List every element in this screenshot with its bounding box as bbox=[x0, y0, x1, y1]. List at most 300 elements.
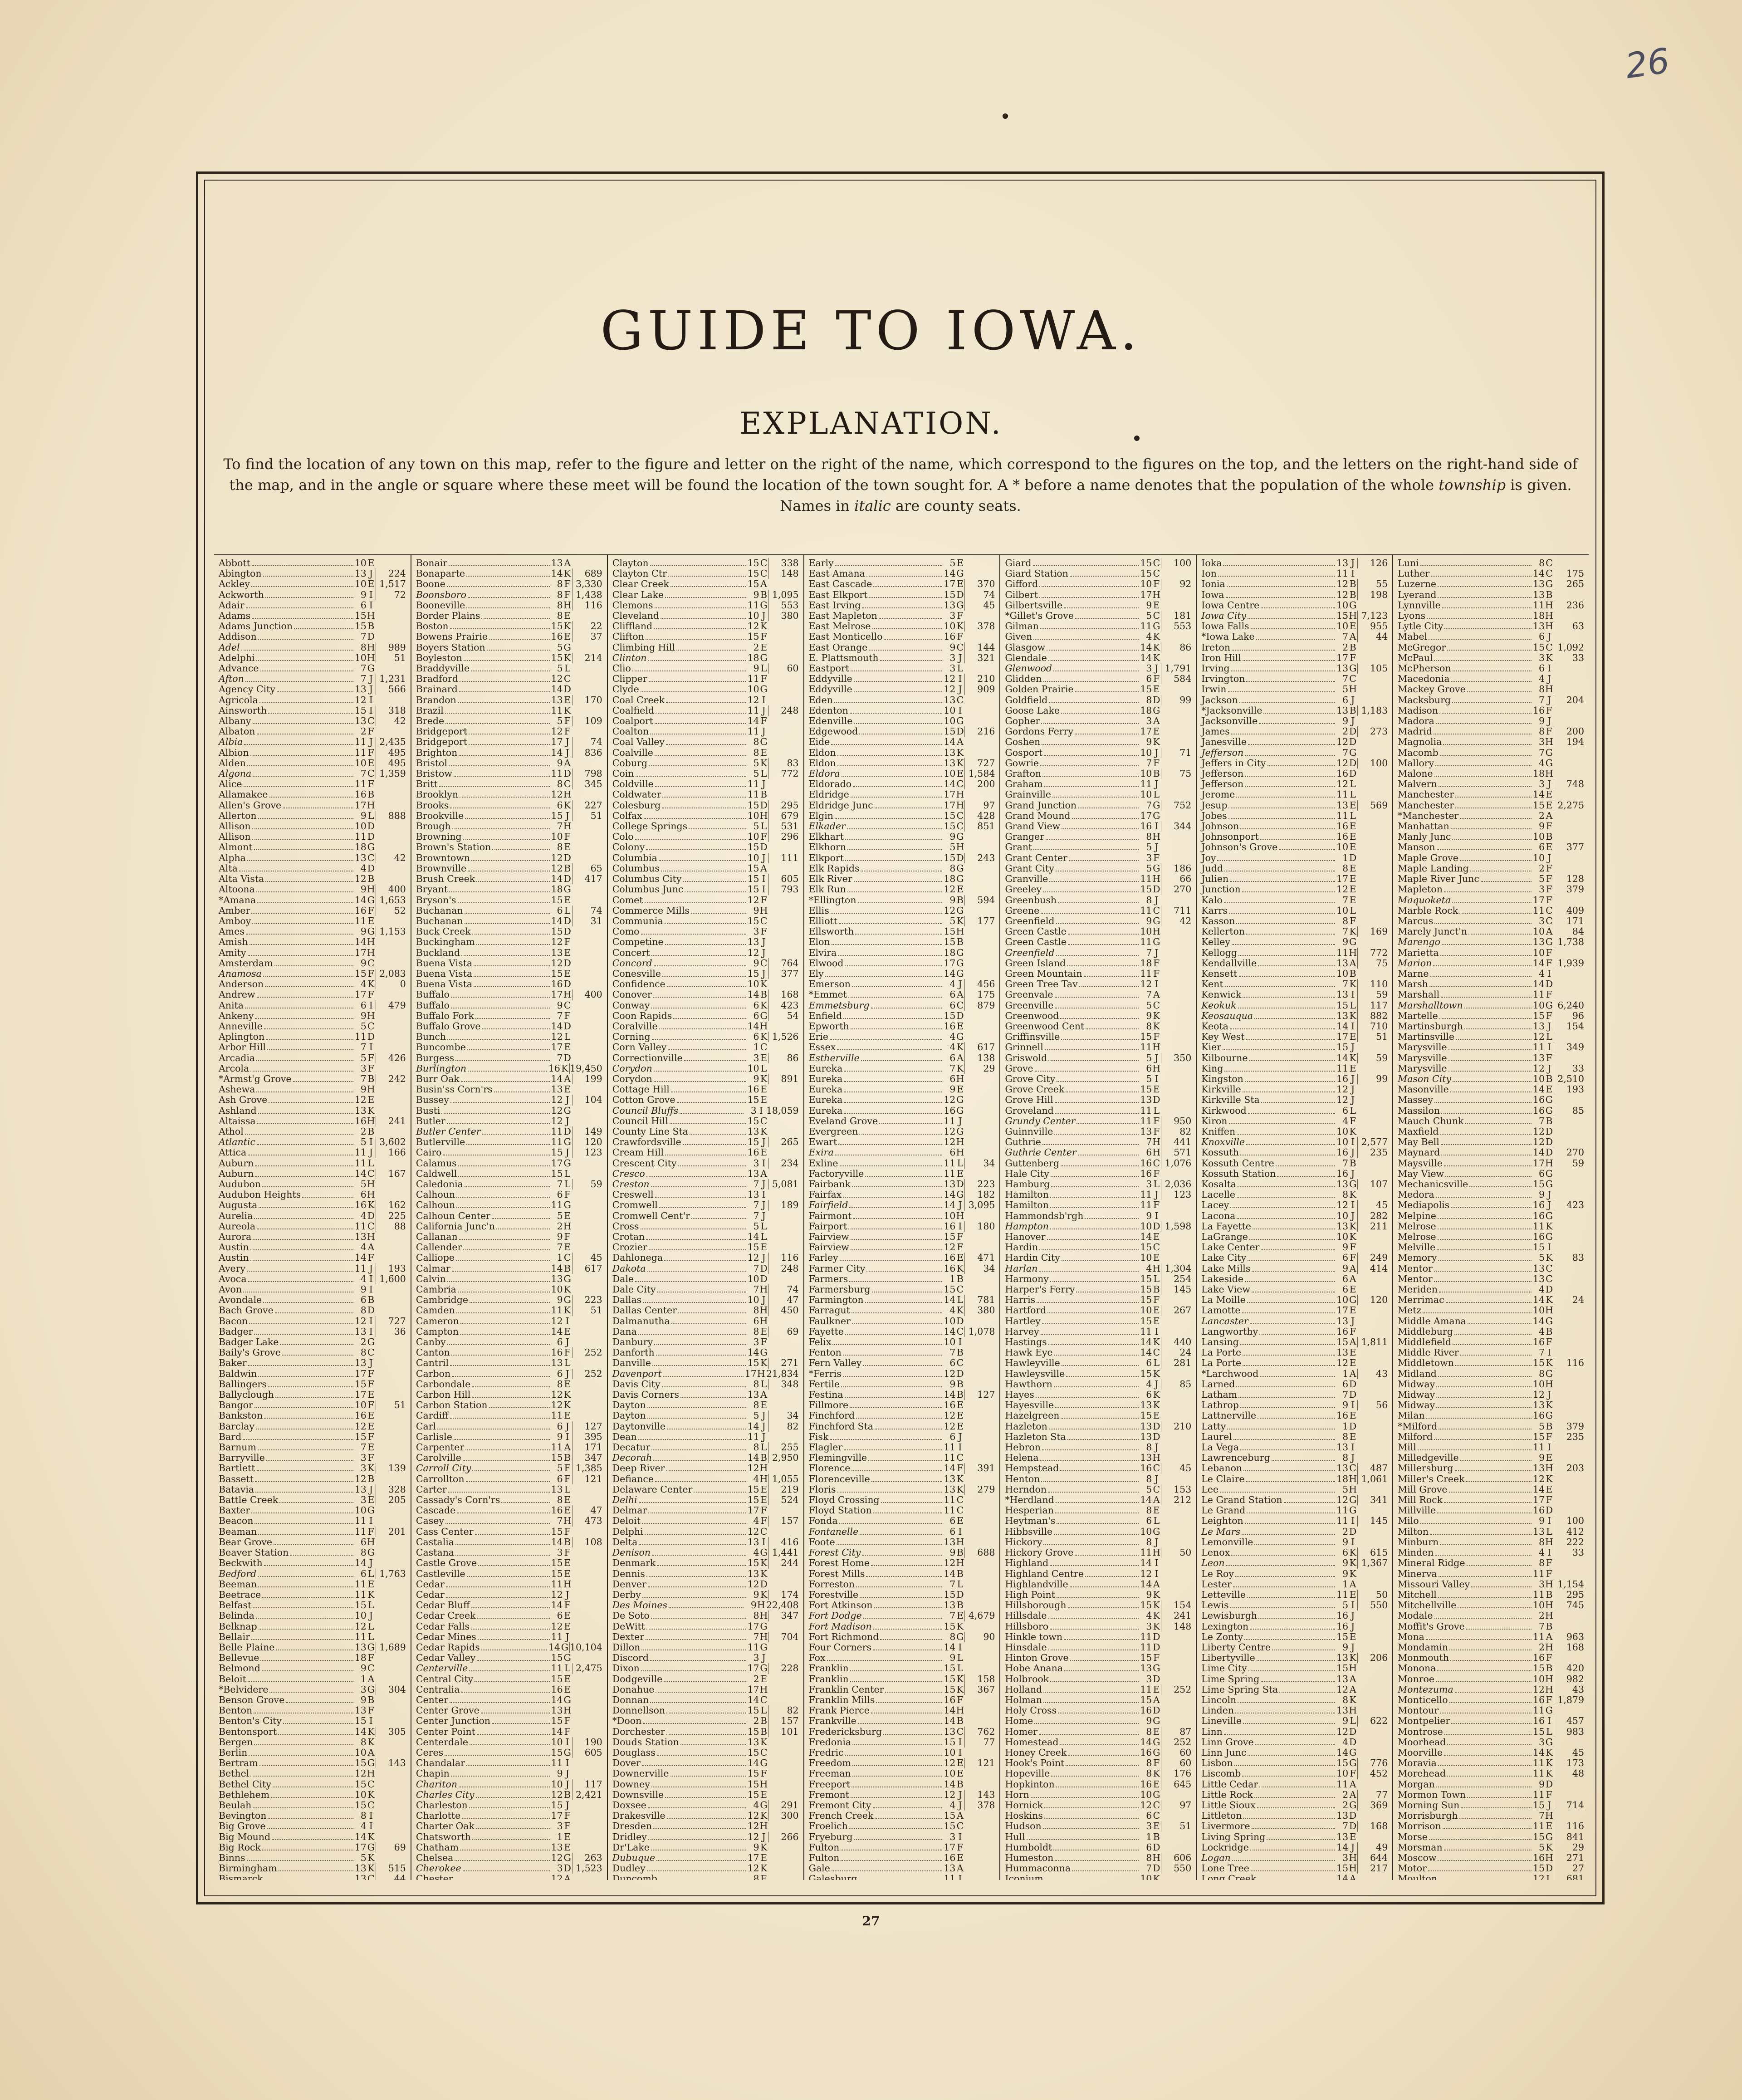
leader-dots bbox=[460, 797, 549, 798]
town-name: La Fayette bbox=[1201, 1220, 1252, 1232]
town-name: Fillmore bbox=[808, 1400, 849, 1411]
leader-dots bbox=[651, 1618, 746, 1619]
town-entry bbox=[1005, 1358, 1192, 1368]
grid-number: 5 bbox=[557, 1210, 563, 1221]
grid-letter: F bbox=[564, 715, 571, 727]
town-entry bbox=[1005, 1842, 1192, 1853]
grid-letter: A bbox=[1349, 1778, 1356, 1790]
grid-letter: H bbox=[367, 610, 375, 622]
town-entry bbox=[809, 1547, 996, 1558]
grid-letter: H bbox=[956, 926, 964, 937]
grid-number: 14 bbox=[944, 736, 956, 748]
town-name: Clemons bbox=[612, 599, 653, 611]
town-entry bbox=[612, 1232, 800, 1242]
population: 171 bbox=[572, 1442, 603, 1453]
grid-letter: I bbox=[958, 1526, 962, 1537]
population: 781 bbox=[964, 1295, 996, 1305]
grid-letter: H bbox=[759, 905, 768, 916]
grid-letter: E bbox=[1153, 599, 1160, 611]
grid-letter: K bbox=[956, 1062, 964, 1074]
grid-letter: G bbox=[760, 1010, 768, 1021]
grid-letter: I bbox=[1351, 1536, 1355, 1547]
leader-dots bbox=[655, 786, 746, 787]
population: 350 bbox=[1161, 1053, 1192, 1063]
town-entry bbox=[612, 1179, 800, 1190]
town-name: Bard bbox=[219, 1431, 242, 1442]
town-name: Burr Oak bbox=[416, 1073, 460, 1084]
grid-letter: J bbox=[565, 1336, 569, 1348]
grid-number: 4 bbox=[360, 1273, 367, 1284]
town-name: Conover bbox=[612, 989, 652, 1000]
grid-letter: E bbox=[956, 1168, 964, 1179]
leader-dots bbox=[258, 1376, 353, 1377]
town-name: Ballingers bbox=[219, 1378, 267, 1390]
town-name: Le Mars bbox=[1201, 1526, 1241, 1537]
grid-letter: F bbox=[1153, 1757, 1160, 1769]
town-entry bbox=[1201, 937, 1389, 947]
grid-letter: B bbox=[760, 789, 768, 800]
town-entry bbox=[219, 1632, 407, 1642]
town-entry bbox=[809, 1590, 996, 1600]
town-entry bbox=[219, 642, 407, 653]
grid-letter: D bbox=[563, 768, 571, 779]
town-name: Abbott bbox=[219, 558, 250, 568]
grid-number: 12 bbox=[1336, 578, 1349, 590]
leader-dots bbox=[492, 849, 549, 850]
town-name: Brownville bbox=[416, 862, 467, 874]
explanation-heading: EXPLANATION. bbox=[739, 406, 1003, 441]
grid-letter: H bbox=[367, 947, 375, 958]
town-name: *Doon bbox=[612, 1715, 642, 1727]
grid-number: 16 bbox=[1140, 821, 1152, 832]
town-entry bbox=[416, 906, 603, 916]
town-name: Defiance bbox=[612, 1473, 654, 1484]
leader-dots bbox=[255, 1481, 353, 1482]
grid-letter: H bbox=[367, 1084, 375, 1095]
grid-number: 15 bbox=[551, 652, 563, 663]
town-entry bbox=[416, 1000, 603, 1011]
leader-dots bbox=[465, 1449, 549, 1450]
grid-number: 12 bbox=[1336, 736, 1349, 748]
grid-letter: C bbox=[1153, 610, 1160, 622]
grid-number: 15 bbox=[944, 852, 956, 863]
population: 566 bbox=[376, 684, 407, 695]
grid-letter: E bbox=[1349, 862, 1356, 874]
grid-letter: L bbox=[760, 1231, 767, 1242]
town-entry bbox=[219, 579, 407, 589]
town-name: Dean bbox=[612, 1431, 637, 1442]
town-name: Kossuth Centre bbox=[1201, 1157, 1274, 1169]
grid-number: 13 bbox=[354, 1231, 367, 1242]
grid-letter: H bbox=[367, 1115, 375, 1126]
town-entry bbox=[1201, 1600, 1389, 1610]
grid-number: 11 bbox=[551, 705, 563, 716]
town-entry bbox=[1201, 1305, 1389, 1316]
leader-dots bbox=[1220, 1492, 1335, 1493]
town-name: Callender bbox=[416, 1242, 462, 1253]
grid-letter: F bbox=[1153, 1031, 1160, 1043]
leader-dots bbox=[851, 797, 942, 798]
grid-number: 9 bbox=[360, 957, 367, 969]
town-name: Coalton bbox=[612, 726, 649, 737]
grid-letter: C bbox=[367, 1873, 375, 1880]
grid-number: 16 bbox=[548, 1062, 560, 1074]
town-name: Freedom bbox=[808, 1757, 851, 1769]
grid-letter: C bbox=[367, 957, 375, 969]
leader-dots bbox=[458, 1176, 549, 1177]
grid-number: 3 bbox=[753, 1652, 759, 1664]
town-entry bbox=[416, 674, 603, 684]
town-entry bbox=[1201, 884, 1389, 895]
leader-dots bbox=[1056, 923, 1139, 924]
town-entry bbox=[612, 1653, 800, 1663]
grid-number: 13 bbox=[747, 1389, 759, 1400]
leader-dots bbox=[1060, 1018, 1139, 1019]
town-name: Big Mound bbox=[219, 1831, 271, 1842]
town-entry bbox=[416, 853, 603, 863]
grid-number: 16 bbox=[1336, 1326, 1349, 1337]
grid-number: 8 bbox=[557, 599, 563, 611]
grid-letter: K bbox=[367, 1105, 375, 1116]
leader-dots bbox=[268, 713, 353, 714]
town-name: Anderson bbox=[219, 979, 264, 990]
town-entry bbox=[612, 579, 800, 589]
town-name: Freeman bbox=[808, 1768, 851, 1779]
town-name: Hamilton bbox=[1005, 1189, 1049, 1200]
town-entry bbox=[612, 1811, 800, 1821]
grid-letter: G bbox=[367, 663, 375, 674]
grid-number: 13 bbox=[1140, 1663, 1152, 1674]
grid-number: 15 bbox=[1140, 1600, 1152, 1611]
grid-letter: C bbox=[367, 1168, 375, 1179]
grid-letter: C bbox=[956, 1326, 964, 1337]
town-entry bbox=[612, 568, 800, 579]
town-name: Center bbox=[416, 1694, 449, 1705]
grid-letter: I bbox=[369, 1315, 373, 1327]
population: 495 bbox=[376, 748, 407, 758]
population: 689 bbox=[572, 568, 603, 579]
grid-number: 12 bbox=[747, 1821, 759, 1832]
grid-letter: F bbox=[564, 1231, 571, 1242]
leader-dots bbox=[851, 1797, 942, 1798]
grid-number: 3 bbox=[753, 1336, 759, 1348]
grid-letter: I bbox=[762, 694, 766, 705]
leader-dots bbox=[639, 1502, 746, 1503]
town-entry bbox=[1005, 1579, 1192, 1590]
town-entry bbox=[612, 1642, 800, 1653]
town-entry bbox=[612, 1663, 800, 1674]
town-entry bbox=[219, 1137, 407, 1147]
grid-number: 4 bbox=[753, 1473, 759, 1484]
leader-dots bbox=[875, 1818, 942, 1819]
town-name: Allison bbox=[219, 831, 251, 842]
leader-dots bbox=[854, 681, 943, 682]
town-entry bbox=[809, 695, 996, 705]
town-name: Chariton bbox=[416, 1778, 458, 1790]
leader-dots bbox=[691, 913, 746, 914]
town-name: Brookville bbox=[416, 810, 464, 821]
town-name: Climbing Hill bbox=[612, 641, 675, 653]
grid-letter: C bbox=[956, 999, 964, 1011]
grid-number: 14 bbox=[1336, 1020, 1349, 1032]
leader-dots bbox=[1068, 1755, 1139, 1756]
leader-dots bbox=[1230, 1607, 1335, 1608]
grid-letter: G bbox=[956, 831, 964, 842]
grid-letter: E bbox=[564, 1378, 571, 1390]
grid-number: 15 bbox=[1336, 1663, 1349, 1674]
grid-letter: K bbox=[760, 1557, 768, 1569]
grid-letter: I bbox=[369, 1715, 373, 1727]
grid-letter: L bbox=[564, 1663, 571, 1674]
leader-dots bbox=[293, 1081, 353, 1082]
town-entry bbox=[1005, 1379, 1192, 1390]
grid-letter: H bbox=[759, 1631, 768, 1642]
grid-letter: B bbox=[1349, 968, 1356, 979]
grid-number: 5 bbox=[1146, 1483, 1152, 1495]
leader-dots bbox=[1232, 650, 1335, 651]
grid-number: 8 bbox=[557, 589, 563, 600]
population: 710 bbox=[1357, 1021, 1389, 1032]
town-entry bbox=[612, 779, 800, 789]
grid-letter: H bbox=[367, 1189, 375, 1200]
town-name: College Springs bbox=[612, 821, 688, 832]
town-name: Given bbox=[1005, 631, 1032, 642]
leader-dots bbox=[1243, 1365, 1335, 1366]
town-entry bbox=[416, 1284, 603, 1295]
pinhole-mark bbox=[1003, 113, 1008, 119]
town-entry bbox=[416, 1853, 603, 1863]
population: 1,811 bbox=[1357, 1337, 1389, 1347]
town-name: Bellevue bbox=[219, 1652, 259, 1664]
grid-letter: D bbox=[1349, 768, 1357, 779]
town-name: Early bbox=[808, 558, 834, 568]
town-name: *Armst'g Grove bbox=[219, 1073, 292, 1084]
grid-number: 16 bbox=[354, 789, 367, 800]
town-entry bbox=[416, 1737, 603, 1748]
grid-number: 6 bbox=[360, 1189, 367, 1200]
town-entry bbox=[612, 1748, 800, 1758]
leader-dots bbox=[858, 902, 943, 903]
grid-number: 8 bbox=[1146, 1726, 1152, 1737]
grid-letter: J bbox=[1351, 1210, 1355, 1221]
town-name: Elkhorn bbox=[808, 842, 847, 853]
grid-number: 10 bbox=[354, 652, 367, 663]
town-entry bbox=[612, 1853, 800, 1863]
town-entry bbox=[612, 1495, 800, 1505]
town-entry bbox=[612, 705, 800, 716]
grid-letter: E bbox=[564, 1326, 571, 1337]
town-name: James bbox=[1201, 726, 1230, 737]
town-name: Lacelle bbox=[1201, 1189, 1235, 1200]
leader-dots bbox=[636, 776, 746, 777]
leader-dots bbox=[885, 1692, 942, 1693]
town-entry bbox=[1005, 758, 1192, 769]
leader-dots bbox=[1040, 628, 1139, 629]
leader-dots bbox=[1246, 1039, 1335, 1040]
grid-number: 15 bbox=[1140, 1084, 1152, 1095]
town-name: Clinton bbox=[612, 652, 647, 663]
town-entry bbox=[1005, 1106, 1192, 1116]
town-name: Alta bbox=[219, 862, 238, 874]
town-entry bbox=[219, 1021, 407, 1032]
grid-letter: D bbox=[1349, 1389, 1357, 1400]
grid-letter: D bbox=[563, 1052, 571, 1063]
town-entry bbox=[416, 1537, 603, 1547]
leader-dots bbox=[465, 923, 550, 924]
population: 50 bbox=[1161, 1547, 1192, 1558]
town-entry bbox=[416, 1621, 603, 1632]
leader-dots bbox=[673, 1018, 746, 1019]
grid-letter: G bbox=[1349, 1178, 1357, 1190]
town-name: Buck Creek bbox=[416, 926, 471, 937]
leader-dots bbox=[1041, 1334, 1139, 1335]
grid-letter: E bbox=[956, 578, 964, 590]
grid-letter: K bbox=[1349, 1557, 1356, 1569]
grid-number: 15 bbox=[747, 1557, 759, 1569]
leader-dots bbox=[863, 1618, 943, 1619]
grid-number: 4 bbox=[1146, 1378, 1152, 1390]
town-name: Browning bbox=[416, 831, 462, 842]
population: 117 bbox=[572, 1779, 603, 1790]
leader-dots bbox=[482, 1134, 550, 1135]
town-name: High Point bbox=[1005, 1589, 1055, 1600]
town-entry bbox=[1201, 1821, 1389, 1831]
town-name: Ireton bbox=[1201, 641, 1231, 653]
grid-letter: C bbox=[760, 1526, 768, 1537]
town-entry bbox=[1005, 1695, 1192, 1705]
town-name: Lester bbox=[1201, 1578, 1232, 1590]
town-entry bbox=[416, 1369, 603, 1379]
leader-dots bbox=[1061, 713, 1139, 714]
grid-number: 12 bbox=[944, 1094, 956, 1106]
population: 74 bbox=[572, 737, 603, 747]
grid-letter: E bbox=[564, 610, 571, 622]
town-entry bbox=[612, 1284, 800, 1295]
town-name: Long Creek bbox=[1201, 1873, 1257, 1880]
grid-letter: G bbox=[367, 894, 375, 906]
town-name: *Amana bbox=[219, 894, 256, 906]
town-name: Eureka bbox=[808, 1084, 843, 1095]
grid-letter: F bbox=[367, 1368, 374, 1379]
grid-letter: H bbox=[1152, 831, 1161, 842]
town-entry bbox=[1005, 631, 1192, 642]
town-entry bbox=[1005, 1642, 1192, 1653]
town-name: Bonair bbox=[416, 558, 448, 568]
leader-dots bbox=[859, 1134, 942, 1135]
grid-letter: J bbox=[565, 1589, 569, 1600]
grid-number: 11 bbox=[747, 778, 759, 790]
leader-dots bbox=[252, 565, 353, 566]
grid-number: 4 bbox=[753, 1547, 759, 1558]
town-name: Harris bbox=[1005, 1294, 1036, 1306]
grid-letter: H bbox=[367, 1768, 375, 1779]
leader-dots bbox=[249, 1323, 353, 1324]
town-name: Beetrace bbox=[219, 1589, 261, 1600]
grid-letter: E bbox=[564, 842, 571, 853]
population: 45 bbox=[1161, 1463, 1192, 1473]
town-name: Agricola bbox=[219, 694, 258, 705]
grid-letter: J bbox=[762, 726, 766, 737]
town-name: Bergen bbox=[219, 1736, 253, 1748]
grid-letter: E bbox=[1349, 1631, 1356, 1642]
town-name: Ash Grove bbox=[219, 1094, 268, 1106]
grid-number: 7 bbox=[1342, 1157, 1349, 1169]
grid-number: 5 bbox=[949, 915, 956, 926]
town-name: Calhoun bbox=[416, 1189, 455, 1200]
town-entry bbox=[612, 1463, 800, 1473]
grid-letter: G bbox=[1153, 1715, 1160, 1727]
town-entry bbox=[1201, 969, 1389, 979]
town-name: Decorah bbox=[612, 1452, 652, 1464]
grid-number: 15 bbox=[354, 1778, 367, 1790]
town-name: Factoryville bbox=[808, 1168, 864, 1179]
grid-number: 6 bbox=[949, 999, 956, 1011]
town-entry bbox=[809, 1053, 996, 1063]
grid-number: 11 bbox=[551, 768, 563, 779]
grid-letter: H bbox=[1152, 1136, 1161, 1148]
town-entry bbox=[612, 558, 800, 568]
town-name: Iowa Falls bbox=[1201, 621, 1249, 632]
grid-letter: E bbox=[564, 1673, 571, 1684]
population: 87 bbox=[1161, 1727, 1192, 1737]
grid-letter: D bbox=[1153, 884, 1160, 895]
population: 267 bbox=[1161, 1305, 1192, 1316]
population: 2,036 bbox=[1161, 1179, 1192, 1190]
grid-letter: K bbox=[760, 1841, 768, 1853]
grid-number: 16 bbox=[354, 905, 367, 916]
grid-number: 3 bbox=[949, 663, 956, 674]
town-entry bbox=[1201, 1095, 1389, 1105]
grid-number: 6 bbox=[753, 1010, 759, 1021]
grid-number: 16 bbox=[551, 1505, 563, 1516]
town-entry bbox=[809, 1495, 996, 1505]
town-name: Gilbert bbox=[1005, 589, 1038, 600]
grid-number: 15 bbox=[1140, 558, 1152, 568]
grid-number: 9 bbox=[1342, 1400, 1349, 1411]
grid-number: 16 bbox=[1336, 1620, 1349, 1632]
town-name: Beckwith bbox=[219, 1557, 263, 1569]
grid-number: 11 bbox=[1140, 1105, 1152, 1116]
grid-letter: L bbox=[368, 1600, 374, 1611]
grid-letter: J bbox=[1351, 1620, 1355, 1632]
town-entry bbox=[1005, 916, 1192, 926]
town-entry bbox=[1201, 621, 1389, 631]
leader-dots bbox=[455, 1555, 550, 1556]
grid-number: 11 bbox=[747, 1431, 759, 1442]
town-name: Bristow bbox=[416, 768, 452, 779]
town-name: Laurel bbox=[1201, 1431, 1232, 1442]
grid-letter: C bbox=[1153, 1483, 1160, 1495]
population: 291 bbox=[768, 1800, 800, 1811]
leader-dots bbox=[1050, 1207, 1139, 1208]
grid-number: 7 bbox=[557, 1242, 563, 1253]
town-name: Hamburg bbox=[1005, 1178, 1050, 1190]
population: 235 bbox=[1357, 1147, 1389, 1158]
grid-letter: D bbox=[563, 684, 571, 695]
grid-letter: F bbox=[957, 610, 964, 622]
grid-number: 11 bbox=[747, 673, 759, 685]
town-entry bbox=[416, 684, 603, 695]
grid-letter: G bbox=[1349, 936, 1357, 948]
population: 1,441 bbox=[768, 1547, 800, 1558]
town-name: Flagler bbox=[808, 1442, 843, 1453]
town-entry bbox=[416, 1832, 603, 1842]
population: 423 bbox=[768, 1000, 800, 1011]
grid-number: 9 bbox=[949, 641, 956, 653]
grid-letter: C bbox=[956, 1505, 964, 1516]
grid-number: 1 bbox=[1146, 1831, 1152, 1842]
town-name: Ames bbox=[219, 926, 245, 937]
